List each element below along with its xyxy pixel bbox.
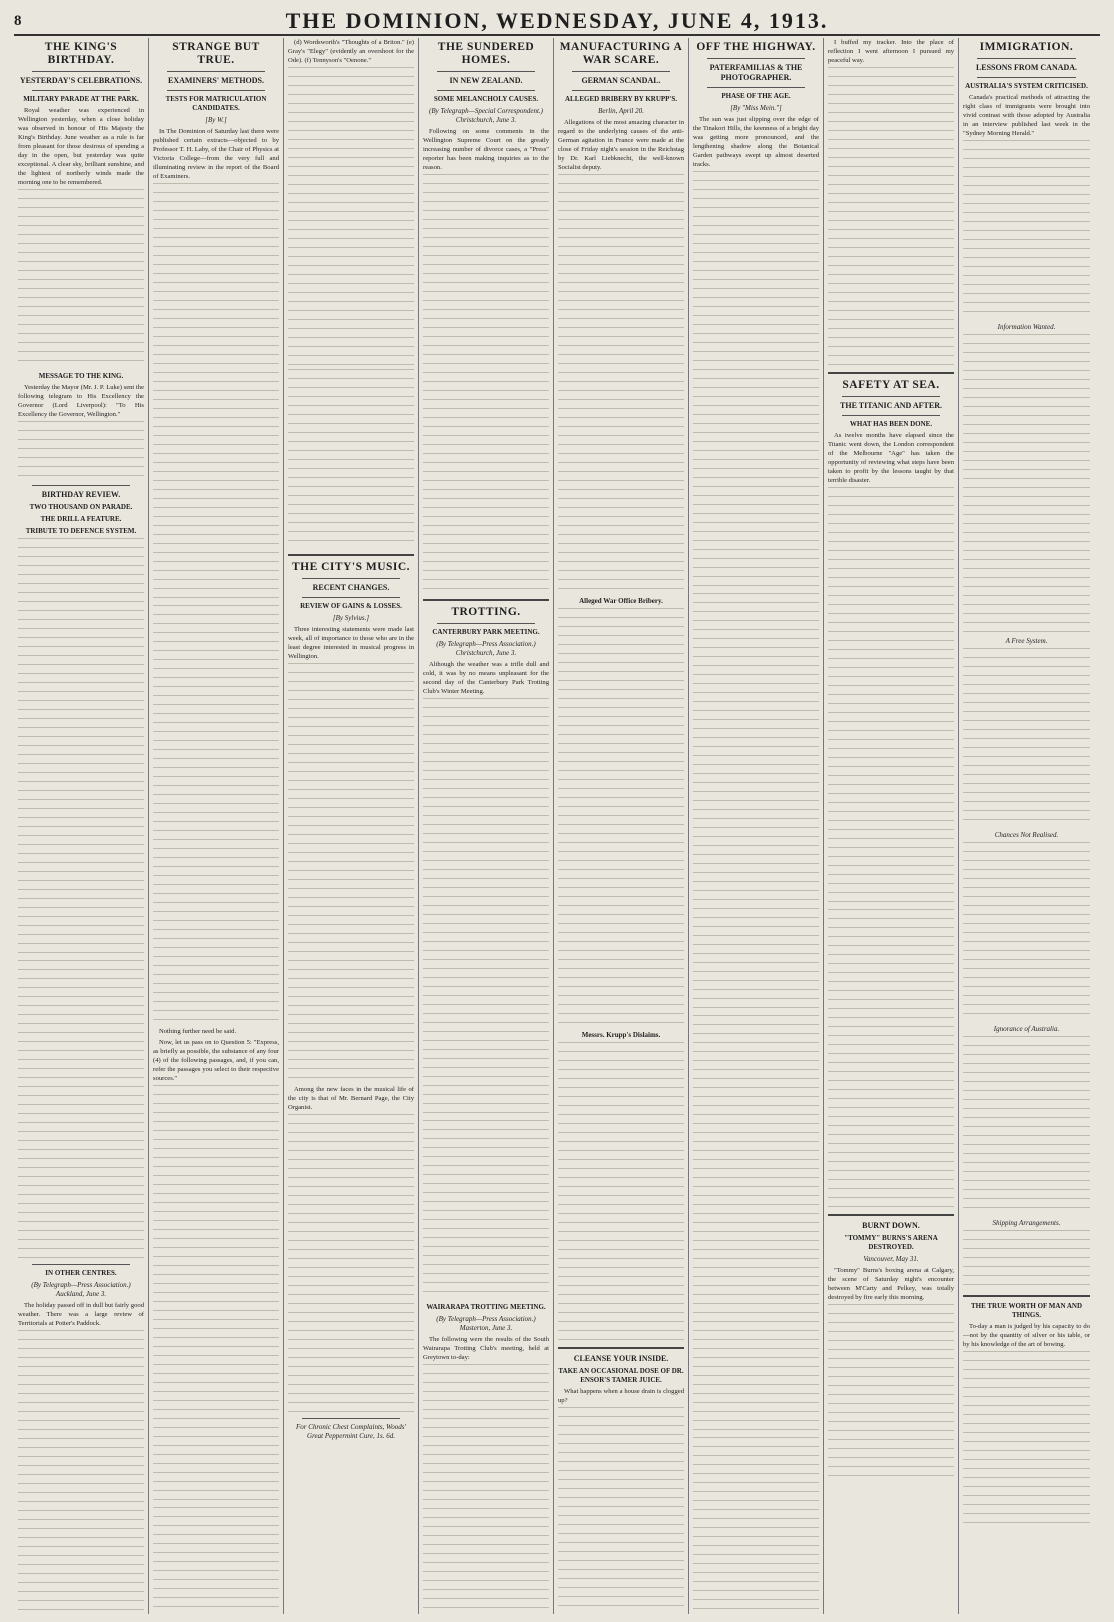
tests-subhead: TESTS FOR MATRICULATION CANDIDATES.	[165, 95, 267, 112]
text-block	[693, 171, 819, 591]
article-text: I buffed my tracker. Into the place of reflection I went afternoon I pursued my peaceful way.	[828, 39, 954, 64]
article-text: Yesterday the Mayor (Mr. J. P. Luke) sent the following telegram to His Excellency the Governor (Lord Liverpool): "To His Excellency the Governor, Wellington."	[18, 384, 144, 418]
article-text: (d) Wordsworth's "Thoughts of a Briton." (e) Gray's "Elegy" (evidently an overshoot for the Ode). (f) Tennyson's "Oenone."	[288, 39, 414, 64]
text-block	[423, 698, 549, 1118]
two-thousand-subhead: TWO THOUSAND ON PARADE.	[29, 503, 133, 511]
text-block	[963, 140, 1090, 320]
dateline: (By Telegraph—Press Association.) Masterton, June 3.	[436, 1315, 536, 1332]
free-system-subhead: A Free System.	[1005, 637, 1048, 645]
safety-at-sea-headline: SAFETY AT SEA.	[842, 379, 940, 391]
column-3	[284, 38, 419, 1614]
australia-system-subhead: AUSTRALIA'S SYSTEM CRITICISED.	[965, 82, 1088, 90]
text-block	[963, 1351, 1090, 1531]
text-block	[558, 608, 684, 1028]
text-block	[288, 67, 414, 367]
text-block	[693, 1437, 819, 1614]
lessons-canada-subhead: LESSONS FROM CANADA.	[975, 63, 1078, 72]
article-text: Canada's practical methods of attracting the right class of immigrants were brought into vivid contrast with those adopted by Australia in an interview published last week in the "Sydney Morning Herald."	[963, 94, 1090, 137]
article-text: The following were the results of the South Wairarapa Trotting Club's meeting, held at Greytown to-day:	[423, 1336, 549, 1361]
text-block	[963, 1230, 1090, 1290]
columns	[14, 38, 1100, 1614]
dateline: (By Telegraph—Press Association.) Auckland, June 3.	[31, 1281, 131, 1298]
message-subhead: MESSAGE TO THE KING.	[38, 372, 124, 380]
melancholy-causes-subhead: SOME MELANCHOLY CAUSES.	[433, 95, 539, 103]
text-block	[18, 189, 144, 369]
text-block	[153, 605, 279, 1025]
text-block	[18, 1330, 144, 1614]
immigration-headline: IMMIGRATION.	[979, 41, 1074, 53]
text-block	[423, 1364, 549, 1614]
article-text: Among the new faces in the musical life of the city is that of Mr. Bernard Page, the City Organist.	[288, 1086, 414, 1111]
article-text: "Tommy" Burns's boxing arena at Calgary, the scene of Saturday night's encounter between M'Carty and Pelkey, was totally destroyed by fire early this morning.	[828, 1267, 954, 1301]
examiners-methods-subhead: EXAMINERS' METHODS.	[167, 76, 264, 85]
text-block	[18, 960, 144, 1260]
article-text: The holiday passed off in dull but fairly good weather. There was a large review of Territorials at Potter's Paddock.	[18, 1302, 144, 1327]
ignorance-subhead: Ignorance of Australia.	[993, 1025, 1060, 1033]
information-wanted-subhead: Information Wanted.	[997, 323, 1056, 331]
text-block	[963, 334, 1090, 634]
article-text: Nothing further need be said.	[159, 1028, 237, 1035]
cleanse-inside-headline: CLEANSE YOUR INSIDE.	[573, 1354, 669, 1363]
recent-changes-subhead: RECENT CHANGES.	[312, 583, 390, 592]
column-2	[149, 38, 284, 1614]
review-gains-subhead: REVIEW OF GAINS & LOSSES.	[300, 602, 402, 610]
trotting-headline: TROTTING.	[451, 606, 521, 618]
off-the-highway-headline: OFF THE HIGHWAY.	[696, 41, 816, 53]
article-text: What happens when a house drain is clogged up?	[558, 1388, 684, 1404]
text-block	[288, 663, 414, 1083]
text-block	[288, 369, 414, 549]
text-block	[828, 909, 954, 1209]
german-scandal-subhead: GERMAN SCANDAL.	[581, 76, 661, 85]
text-block	[153, 1085, 279, 1505]
paterfamilias-subhead: PATERFAMILIAS & THE PHOTOGRAPHER.	[709, 63, 803, 82]
phase-of-age-subhead: PHASE OF THE AGE.	[721, 92, 791, 100]
shipping-subhead: Shipping Arrangements.	[992, 1219, 1061, 1227]
masthead	[14, 8, 1100, 36]
dateline: (By Telegraph—Special Correspondent.) Christchurch, June 3.	[429, 107, 543, 124]
column-8	[959, 38, 1094, 1614]
drill-subhead: THE DRILL A FEATURE.	[40, 515, 122, 523]
article-text: Now, let us pass on to Question 5: "Express, as briefly as possible, the substance of any four (4) of the following passages, and, if you can, refer the passages you select to their respective sources."	[153, 1039, 279, 1082]
krupp-disclaims-subhead: Messrs. Krupp's Dislaims.	[581, 1031, 661, 1039]
text-block	[18, 538, 144, 958]
text-block	[963, 648, 1090, 828]
text-block	[828, 1304, 954, 1484]
article-text: To-day a man is judged by his capacity to do—not by the quantity of silver or his table, or by his knowledge of the art of bowing.	[963, 1323, 1090, 1348]
advertisement: For Chronic Chest Complaints, Woods' Great Peppermint Cure, 1s. 6d.	[295, 1423, 407, 1440]
citys-music-headline: THE CITY'S MUSIC.	[291, 561, 411, 573]
byline: [By Sylvius.]	[332, 614, 370, 622]
column-1	[14, 38, 149, 1614]
tamer-juice-subhead: TAKE AN OCCASIONAL DOSE OF DR. ENSOR'S TAMER JUICE.	[558, 1367, 684, 1384]
other-centres-subhead: IN OTHER CENTRES.	[45, 1269, 117, 1277]
article-text: In The Dominion of Saturday last there were published certain extracts—objected to by Professor T. H. Laby, of the Chair of Physics at Victoria College—from the very full and illuminating review in the report of the Board of Examiners.	[153, 128, 279, 180]
military-parade-subhead: MILITARY PARADE AT THE PARK.	[23, 95, 139, 103]
text-block	[558, 174, 684, 594]
canterbury-park-subhead: CANTERBURY PARK MEETING.	[432, 628, 540, 636]
titanic-subhead: THE TITANIC AND AFTER.	[840, 401, 942, 410]
wairarapa-subhead: WAIRARAPA TROTTING MEETING.	[426, 1303, 546, 1311]
page-number: 8	[14, 12, 22, 29]
chances-subhead: Chances Not Realised.	[994, 831, 1059, 839]
text-block	[693, 593, 819, 1013]
burnt-down-headline: BURNT DOWN.	[862, 1221, 920, 1230]
what-done-subhead: WHAT HAS BEEN DONE.	[849, 420, 933, 428]
text-block	[963, 1036, 1090, 1216]
byline: [By W.]	[205, 116, 227, 124]
war-scare-headline: MANUFACTURING A WAR SCARE.	[559, 41, 683, 66]
text-block	[963, 842, 1090, 1022]
dateline: Berlin, April 20.	[598, 107, 644, 115]
dateline: (By Telegraph—Press Association.) Christchurch, June 3.	[436, 640, 536, 657]
dateline: Vancouver, May 31.	[863, 1255, 919, 1263]
true-worth-headline: THE TRUE WORTH OF MAN AND THINGS.	[970, 1302, 1083, 1319]
article-text: Although the weather was a trifle dull and cold, it was by no means unpleasant for the second day of the Canterbury Park Trotting Club's Winter Meeting.	[423, 661, 549, 695]
burns-arena-subhead: "TOMMY" BURNS'S ARENA DESTROYED.	[844, 1234, 938, 1251]
text-block	[18, 421, 144, 481]
text-block	[288, 1114, 414, 1414]
war-office-subhead: Alleged War Office Bribery.	[579, 597, 663, 605]
column-7	[824, 38, 959, 1614]
text-block	[153, 1507, 279, 1614]
newspaper-title: THE DOMINION, WEDNESDAY, JUNE 4, 1913.	[285, 8, 829, 33]
article-text: The sun was just slipping over the edge of the Tinakori Hills, the keenness of a bright day was getting more pronounced, and the lengthening shadow along the Botanical Garden pathways swept up almost deserted tracks.	[693, 116, 819, 168]
text-block	[423, 174, 549, 594]
article-text: Allegations of the most amazing character in regard to the underlying causes of the anti-German agitation in France were made at the close of Friday night's session in the Reichstag by Dr. Karl Liebknecht, the well-known Socialist deputy.	[558, 119, 684, 171]
celebrations-subhead: YESTERDAY'S CELEBRATIONS.	[19, 76, 143, 85]
article-text: Three interesting statements were made last week, all of importance to those who are in the least degree interested in musical progress in Wellington.	[288, 626, 414, 660]
strange-but-true-headline: STRANGE BUT TRUE.	[172, 41, 260, 66]
text-block	[828, 487, 954, 907]
birthday-review-subhead: BIRTHDAY REVIEW.	[41, 490, 121, 499]
article-text: As twelve months have elapsed since the Titanic went down, the London correspondent of the Melbourne "Age" has taken the opportunity of reviewing what steps have been taken to profit by the lessons taught by that terrible disaster.	[828, 432, 954, 484]
sundered-homes-headline: THE SUNDERED HOMES.	[437, 41, 535, 66]
column-4	[419, 38, 554, 1614]
text-block	[828, 67, 954, 367]
column-6	[689, 38, 824, 1614]
text-block	[423, 1120, 549, 1300]
article-text: Royal weather was experienced in Wellington yesterday, when a close holiday was observed in honour of His Majesty the King's Birthday. June weather as a rule is far from pleasant for those desirous of spending a day in the open, but yesterday was quite exceptional. A clear sky, brilliant sunshine, and the lightest of northerly winds made the morning one to be remembered.	[18, 107, 144, 186]
text-block	[153, 183, 279, 603]
in-new-zealand-subhead: IN NEW ZEALAND.	[449, 76, 523, 85]
text-block	[558, 1042, 684, 1342]
tribute-subhead: TRIBUTE TO DEFENCE SYSTEM.	[25, 527, 137, 535]
text-block	[558, 1407, 684, 1614]
byline: [By "Miss Mein."]	[730, 104, 782, 112]
kings-birthday-headline: THE KING'S BIRTHDAY.	[44, 41, 118, 66]
text-block	[693, 1015, 819, 1435]
krupp-bribery-subhead: ALLEGED BRIBERY BY KRUPP'S.	[564, 95, 678, 103]
column-5	[554, 38, 689, 1614]
article-text: Following on some comments in the Wellington Supreme Court on the greatly increasing number of divorce cases, a "Press" reporter has been making inquiries as to the reason.	[423, 128, 549, 171]
